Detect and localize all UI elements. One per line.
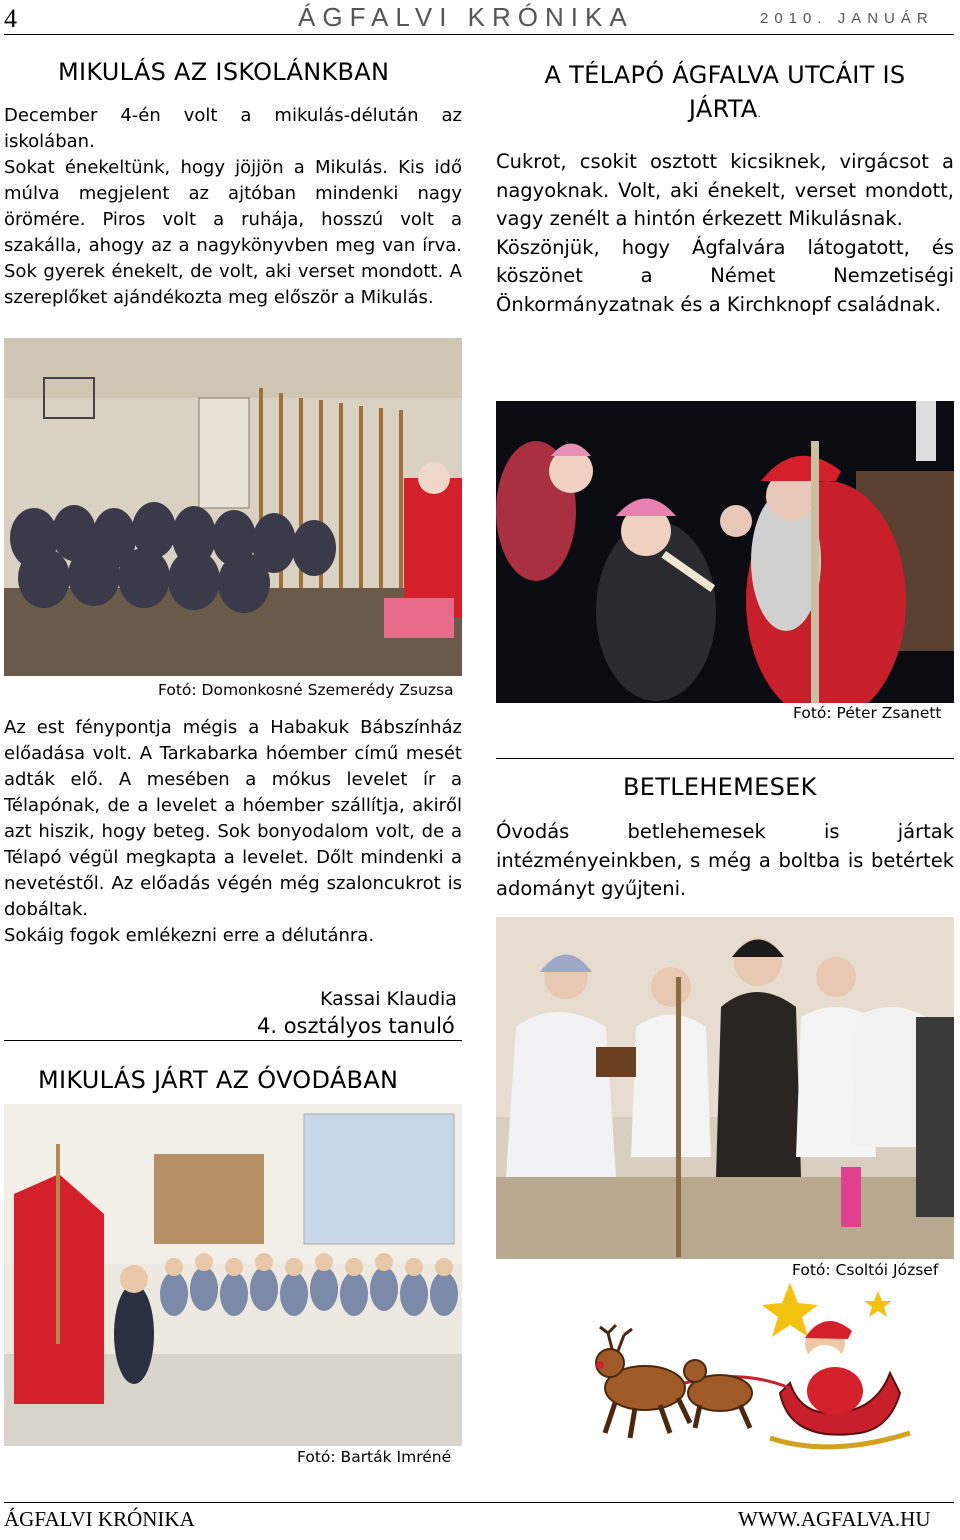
- photo-caption: Fotó: Barták Imréné: [297, 1448, 452, 1466]
- header-rule: [4, 34, 954, 35]
- article-title-nativity: BETLEHEMESEK: [623, 773, 817, 801]
- article-divider: [496, 758, 954, 759]
- photo-caption: Fotó: Domonkosné Szemerédy Zsuzsa: [158, 681, 454, 699]
- photo-kindergarten: [4, 1104, 462, 1446]
- paragraph: Óvodás betlehemesek is jártak intézményeinkben, s még a boltba is betértek adományt gyűjteni.: [496, 820, 954, 900]
- article-body-santa-streets: [496, 148, 954, 319]
- santa-sleigh-clipart: [590, 1283, 920, 1463]
- article-body-continued: [4, 715, 462, 949]
- author-name: Kassai Klaudia: [320, 988, 457, 1010]
- title-line: A TÉLAPÓ ÁGFALVA UTCÁIT IS: [544, 61, 906, 89]
- title-line-2: JÁRTA: [688, 95, 758, 123]
- article-body-school-santa: [4, 103, 462, 311]
- paragraph: Sokáig fogok emlékezni erre a délutánra.: [4, 925, 375, 946]
- title-line: [496, 92, 954, 132]
- article-body-nativity: [496, 818, 954, 904]
- paragraph: Cukrot, csokit osztott kicsiknek, virgácsot a nagyoknak. Volt, aki énekelt, verset mondott, vagy zenélt a hintón érkezett Mikulásnak.: [496, 150, 954, 230]
- footer-website[interactable]: WWW.AGFALVA.HU: [738, 1507, 931, 1531]
- photo-caption: Fotó: Péter Zsanett: [793, 704, 942, 722]
- footer-publication-name: ÁGFALVI KRÓNIKA: [4, 1507, 195, 1531]
- title-suffix: .: [757, 109, 762, 120]
- paragraph: December 4-én volt a mikulás-délután az iskolában.: [4, 105, 462, 152]
- page-number: 4: [4, 4, 17, 33]
- newspaper-title: ÁGFALVI KRÓNIKA: [298, 2, 634, 32]
- article-title-santa-streets: [496, 58, 954, 132]
- photo-nativity-players: [496, 917, 954, 1259]
- article-title-school-santa: MIKULÁS AZ ISKOLÁNKBAN: [58, 58, 390, 86]
- photo-santa-carriage: [496, 401, 954, 703]
- paragraph: Az est fénypontja mégis a Habakuk Bábszínház előadása volt. A Tarkabarka hóember című mesét adták elő. A mesében a mókus levelet ír a Télapónak, de a levelet a hóember szállítja, akiről azt hiszik, hogy beteg. Sok bonyodalom volt, de a Télapó végül megkapta a levelet. Dőlt mindenki a nevetéstől. Az előadás végén még szaloncukrot is dobáltak.: [4, 717, 462, 920]
- author-role: 4. osztályos tanuló: [257, 1014, 455, 1038]
- photo-caption: Fotó: Csoltói József: [792, 1261, 939, 1279]
- page-header: [0, 0, 960, 40]
- footer-rule: [4, 1502, 954, 1503]
- article-divider: [4, 1040, 462, 1041]
- paragraph: Köszönjük, hogy Ágfalvára látogatott, és köszönet a Német Nemzetiségi Önkormányzatnak és a Kirchknopf családnak.: [496, 235, 954, 316]
- paragraph: Sokat énekeltünk, hogy jöjjön a Mikulás. Kis idő múlva megjelent az ajtóban mindenki nagy örömére. Piros volt a ruhája, hosszú volt a szakálla, ahogy az a nagykönyvben meg van írva. Sok gyerek énekelt, de volt, aki verset mondott. A szereplőket ajándékozta meg először a Mikulás.: [4, 157, 462, 308]
- photo-school-hall: [4, 338, 462, 676]
- issue-date: 2010. JANUÁR: [760, 10, 934, 27]
- article-title-kindergarten-santa: MIKULÁS JÁRT AZ ÓVODÁBAN: [38, 1066, 399, 1094]
